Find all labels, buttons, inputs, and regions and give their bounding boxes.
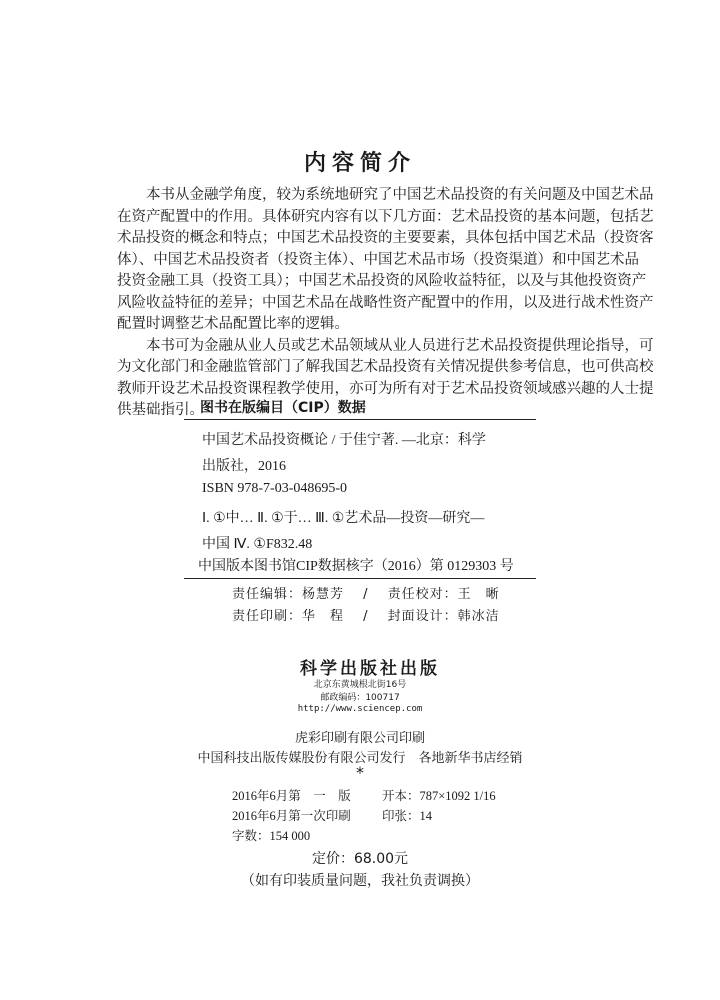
star-separator: * [356,763,364,782]
abstract-line: 本书从金融学角度，较为系统地研究了中国艺术品投资的有关问题及中国艺术品 [117,187,654,203]
cip-line: 出版社，2016 [202,459,286,474]
cip-line: Ⅰ. ①中… Ⅱ. ①于… Ⅲ. ①艺术品—投资—研究— [202,511,485,526]
staff-line-1: 责任编辑：杨慧芳 / 责任校对：王 晰 [232,587,500,602]
cip-line: ISBN 978-7-03-048695-0 [202,481,348,496]
abstract-line: 在资产配置中的作用。具体研究内容有以下几方面：艺术品投资的基本问题，包括艺 [117,208,654,225]
abstract-line: 投资金融工具（投资工具）；中国艺术品投资的风险收益特征，以及与其他投资资产 [117,273,647,289]
abstract-line: 供基础指引。 [117,402,204,418]
quality-note: （如有印装质量问题，我社负责调换） [241,873,479,889]
first-edition: 2016年6月第 一 版 [232,789,351,803]
printer: 虎彩印刷有限公司印刷 [294,731,425,746]
page-title: 内容简介 [303,151,416,176]
price: 定价：68.00元 [311,851,409,867]
first-printing: 2016年6月第一次印刷 [232,809,351,823]
printed-sheets: 印张：14 [382,809,433,823]
cip-heading: 图书在版编目（CIP）数据 [200,400,366,416]
publisher-postcode: 邮政编码：100717 [320,693,400,703]
publisher-url: http://www.sciencep.com [297,704,423,714]
cip-line: 中国艺术品投资概论 / 于佳宁著. —北京：科学 [202,433,486,448]
cip-line: 中国 Ⅳ. ①F832.48 [202,537,313,552]
abstract [117,185,654,422]
abstract-line: 本书可为金融从业人员或艺术品领域从业人员进行艺术品投资提供理论指导，可 [117,337,654,354]
publisher-name: 科学出版社出版 [300,659,440,679]
staff-line-2: 责任印刷：华 程 / 封面设计：韩冰洁 [232,609,500,624]
abstract-line: 为文化部门和金融监管部门了解我国艺术品投资有关情况提供参考信息，也可供高校 [117,359,654,375]
book-format: 开本：787×1092 1/16 [382,789,496,803]
abstract-line: 术品投资的概念和特点；中国艺术品投资的主要要素，具体包括中国艺术品（投资客 [117,230,654,246]
word-count: 字数：154 000 [232,829,311,843]
abstract-line: 风险收益特征的差异；中国艺术品在战略性资产配置中的作用，以及进行战术性资产 [117,294,654,311]
abstract-line: 教师开设艺术品投资课程教学使用，亦可为所有对于艺术品投资领域感兴趣的人士提 [117,380,654,397]
distributor: 中国科技出版传媒股份有限公司发行 各地新华书店经销 [197,751,523,766]
abstract-line: 配置时调整艺术品配置比率的逻辑。 [117,316,349,332]
publisher-address: 北京东黄城根北街16号 [313,680,407,690]
abstract-line: 体）、中国艺术品投资者（投资主体）、中国艺术品市场（投资渠道）和中国艺术品 [117,251,639,268]
cip-line: 中国版本图书馆CIP数据核字（2016）第 0129303 号 [198,559,514,574]
